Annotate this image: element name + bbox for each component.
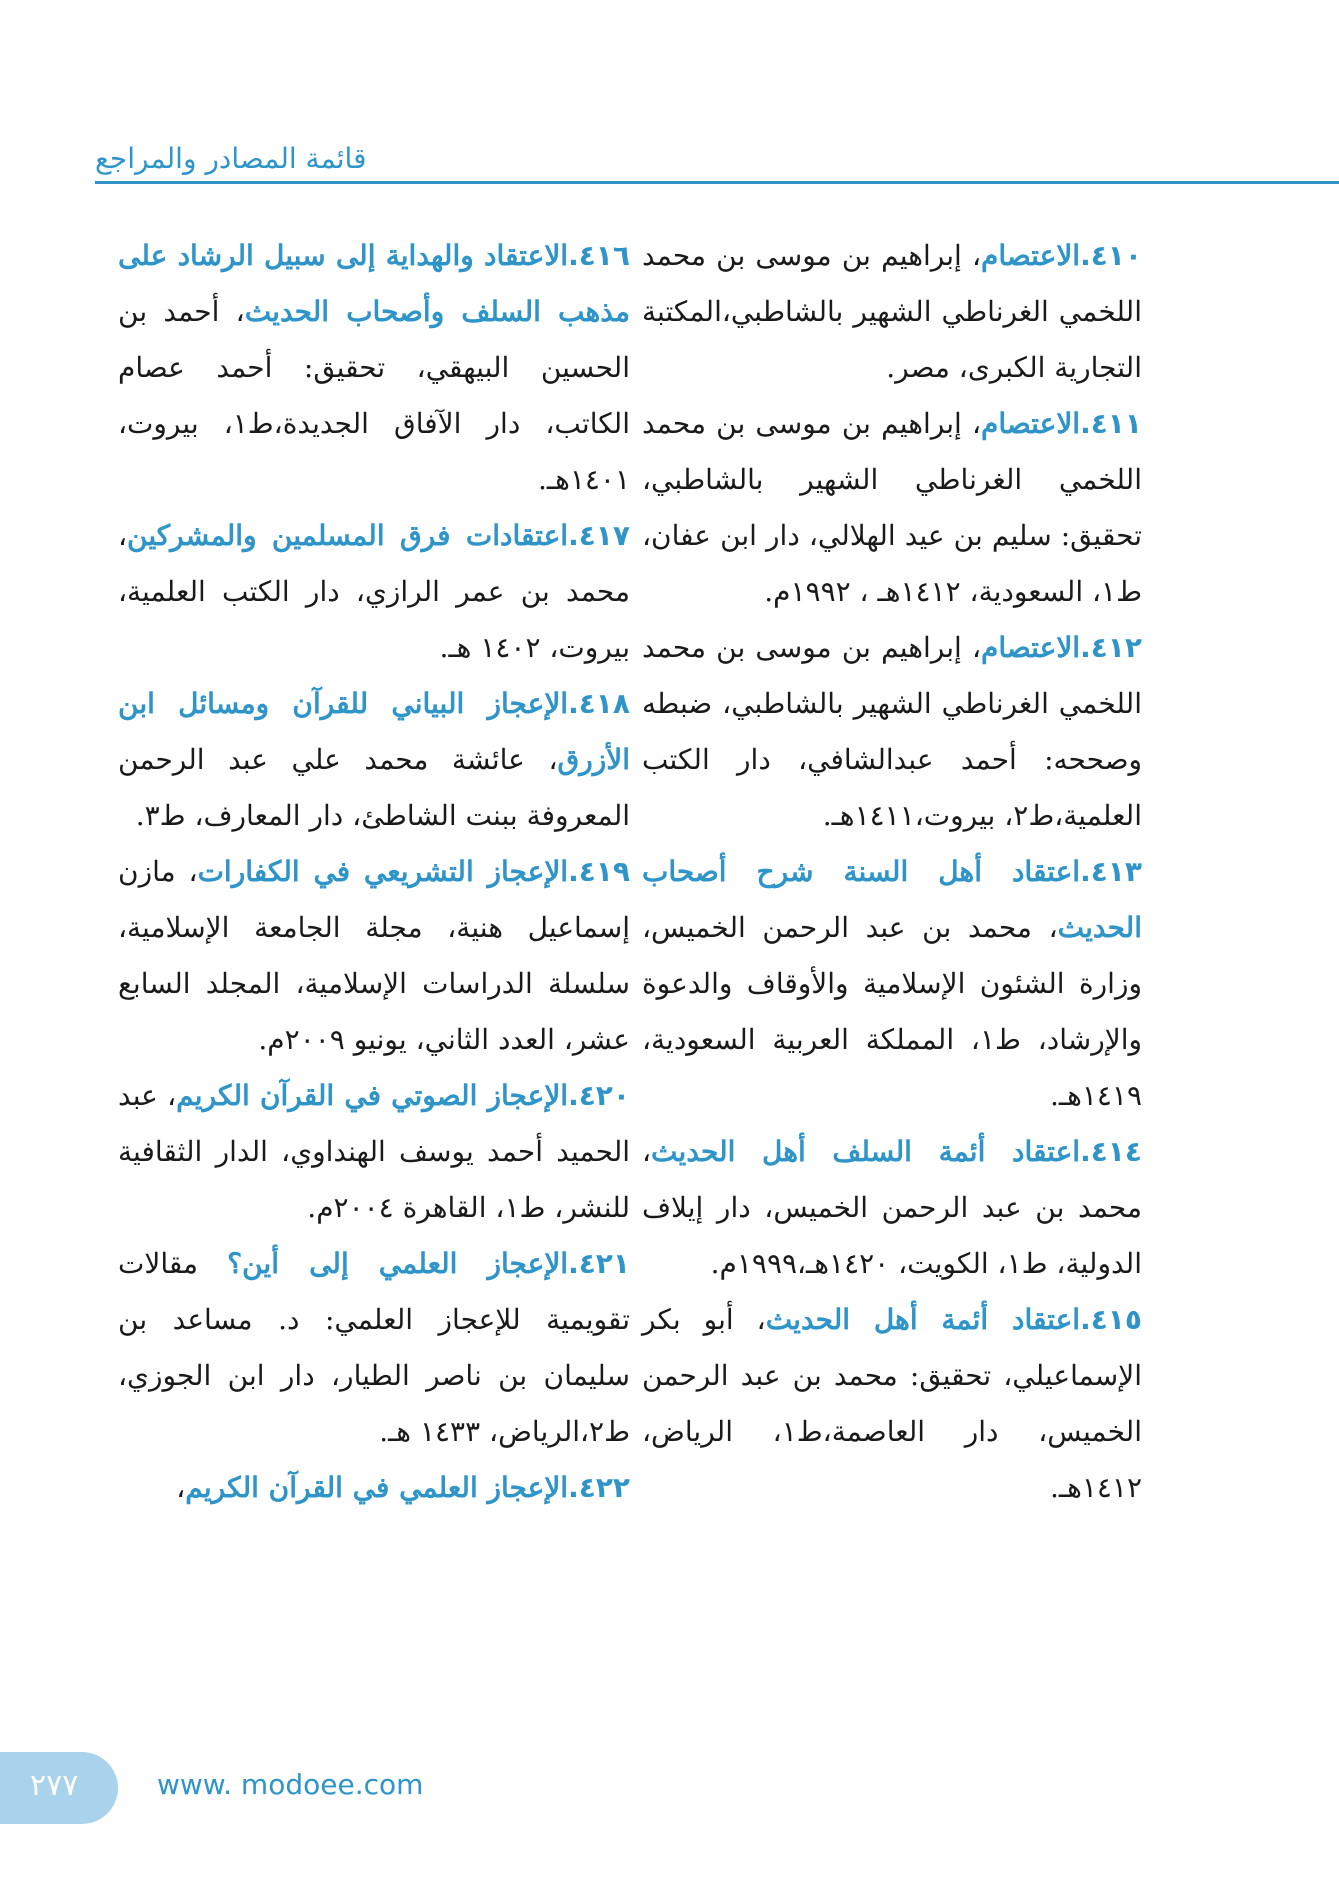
header-divider — [95, 181, 1339, 184]
entry-number: ٤١٧. — [568, 519, 630, 552]
bibliography-entry — [642, 1292, 1142, 1516]
bibliography-entry — [642, 844, 1142, 1124]
entry-title: الإعجاز العلمي إلى أين؟ — [227, 1247, 569, 1280]
running-header: قائمة المصادر والمراجع — [95, 142, 367, 175]
entry-title: الاعتصام — [981, 407, 1081, 440]
entry-details: ، إبراهيم بن موسى بن محمد اللخمي الغرناطي الشهير بالشاطبي،المكتبة التجارية الكبرى، مصر. — [642, 239, 1142, 384]
entry-details: ، محمد بن عمر الرازي، دار الكتب العلمية، بيروت، ١٤٠٢ هـ. — [118, 519, 630, 664]
entry-title: الإعجاز العلمي في القرآن الكريم — [185, 1471, 569, 1504]
website-link[interactable]: www. modoee.com — [157, 1768, 424, 1801]
entry-number: ٤١٩. — [568, 855, 630, 888]
entry-number: ٤١٠. — [1080, 239, 1142, 272]
entry-title: الاعتصام — [981, 631, 1081, 664]
entry-title: اعتقادات فرق المسلمين والمشركين — [127, 519, 569, 552]
entry-number: ٤٢٢. — [568, 1471, 630, 1504]
bibliography-entry — [118, 1236, 630, 1460]
entry-number: ٤٢١. — [568, 1247, 630, 1280]
entry-title: الإعجاز التشريعي في الكفارات — [197, 855, 569, 888]
entry-title: الإعجاز البياني للقرآن ومسائل ابن الأزرق — [118, 687, 630, 776]
bibliography-entry — [118, 676, 630, 844]
bibliography-entry — [118, 844, 630, 1068]
entry-title: اعتقاد أئمة السلف أهل الحديث — [651, 1135, 1081, 1168]
entry-details: ، محمد بن عبد الرحمن الخميس، وزارة الشئون الإسلامية والأوقاف والدعوة والإرشاد، ط١، المملكة العربية السعودية، ١٤١٩هـ. — [642, 911, 1142, 1112]
entry-details: ، محمد بن عبد الرحمن الخميس، دار إيلاف الدولية، ط١، الكويت، ١٤٢٠هـ،١٩٩٩م. — [642, 1135, 1142, 1280]
entry-details: ، مازن إسماعيل هنية، مجلة الجامعة الإسلامية، سلسلة الدراسات الإسلامية، المجلد السابع عشر، العدد الثاني، يونيو ٢٠٠٩م. — [118, 855, 630, 1056]
bibliography-entry — [642, 1124, 1142, 1292]
entry-details: مقالات تقويمية للإعجاز العلمي: د. مساعد بن سليمان بن ناصر الطيار، دار ابن الجوزي، ط٢،الرياض، ١٤٣٣ هـ. — [118, 1247, 630, 1448]
bibliography-entry — [118, 508, 630, 676]
bibliography-entry — [642, 396, 1142, 620]
bibliography-entry — [642, 620, 1142, 844]
entry-title: الاعتصام — [981, 239, 1081, 272]
page-number: ٢٧٧ — [30, 1768, 79, 1803]
bibliography-entry — [118, 1068, 630, 1236]
entry-title: الاعتقاد والهداية إلى سبيل الرشاد على مذهب السلف وأصحاب الحديث — [118, 239, 630, 328]
entry-details: ، عائشة محمد علي عبد الرحمن المعروفة ببنت الشاطئ، دار المعارف، ط٣. — [118, 743, 630, 832]
entry-number: ٤٢٠. — [568, 1079, 630, 1112]
bibliography-entry — [642, 228, 1142, 396]
entry-number: ٤١٤. — [1080, 1135, 1142, 1168]
entry-details: ، — [176, 1471, 186, 1504]
entry-details: ، إبراهيم بن موسى بن محمد اللخمي الغرناطي الشهير بالشاطبي، ضبطه وصححه: أحمد عبدالشافي، دار الكتب العلمية،ط٢، بيروت،١٤١١هـ. — [642, 631, 1142, 832]
entry-details: ، أبو بكر الإسماعيلي، تحقيق: محمد بن عبد الرحمن الخميس، دار العاصمة،ط١، الرياض، ١٤١٢هـ. — [642, 1303, 1142, 1504]
entry-details: ، إبراهيم بن موسى بن محمد اللخمي الغرناطي الشهير بالشاطبي، تحقيق: سليم بن عيد الهلالي، دار ابن عفان، ط١، السعودية، ١٤١٢هـ ، ١٩٩٢م. — [642, 407, 1142, 608]
entry-title: اعتقاد أئمة أهل الحديث — [765, 1303, 1081, 1336]
entry-number: ٤١٨. — [568, 687, 630, 720]
bibliography-entry — [118, 228, 630, 508]
entry-title: الإعجاز الصوتي في القرآن الكريم — [176, 1079, 569, 1112]
right-column — [642, 228, 1142, 1516]
entry-number: ٤١٦. — [568, 239, 630, 272]
entry-number: ٤١٣. — [1080, 855, 1142, 888]
bibliography-entry — [118, 1460, 630, 1516]
left-column — [118, 228, 630, 1516]
entry-title: اعتقاد أهل السنة شرح أصحاب الحديث — [642, 855, 1142, 944]
entry-details: ، أحمد بن الحسين البيهقي، تحقيق: أحمد عصام الكاتب، دار الآفاق الجديدة،ط١، بيروت، ١٤٠١هـ. — [118, 295, 630, 496]
entry-number: ٤١٢. — [1080, 631, 1142, 664]
entry-number: ٤١١. — [1080, 407, 1142, 440]
entry-details: ، عبد الحميد أحمد يوسف الهنداوي، الدار الثقافية للنشر، ط١، القاهرة ٢٠٠٤م. — [118, 1079, 630, 1224]
entry-number: ٤١٥. — [1080, 1303, 1142, 1336]
